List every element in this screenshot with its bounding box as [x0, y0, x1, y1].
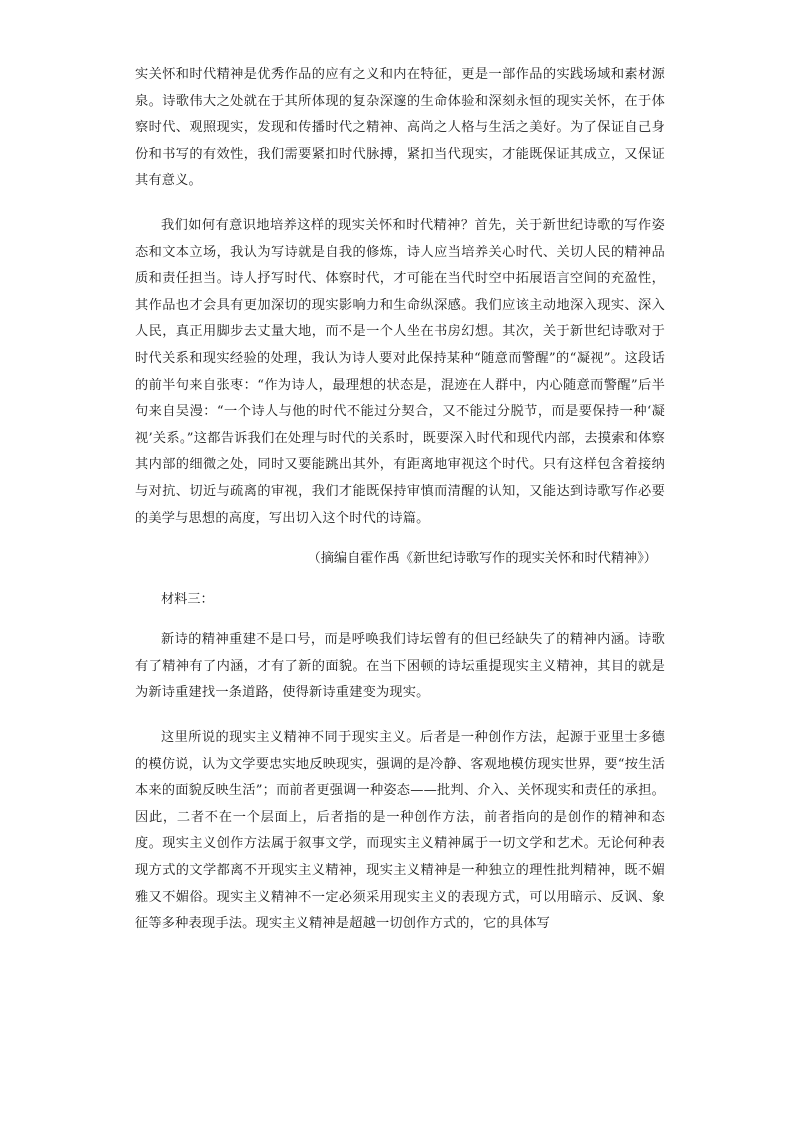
- paragraph-continued: 实关怀和时代精神是优秀作品的应有之义和内在特征，更是一部作品的实践场域和素材源泉。诗歌伟大之处就在于其所体现的复杂深邃的生命体验和深刻永恒的现实关怀，在于体察时代、观照现实，发现和传播时代之精神、高尚之人格与生活之美好。为了保证自己身份和书写的有效性，我们需要紧扣时代脉搏，紧扣当代现实，才能既保证其成立，又保证其有意义。: [135, 67, 665, 189]
- material-three-label: 材料三：: [161, 591, 214, 607]
- source-citation: （摘编自霍作禹《新世纪诗歌写作的现实关怀和时代精神》）: [307, 551, 657, 567]
- document-page: [135, 62, 665, 938]
- material-paragraph-1: 新诗的精神重建不是口号，而是呼唤我们诗坛曾有的但已经缺失了的精神内涵。诗歌有了精神有了内涵，才有了新的面貌。在当下困顿的诗坛重提现实主义精神，其目的就是为新诗重建找一条道路，使得新诗重建变为现实。: [135, 632, 665, 701]
- material-paragraph-2: 这里所说的现实主义精神不同于现实主义。后者是一种创作方法，起源于亚里士多德的模仿说，认为文学要忠实地反映现实，强调的是冷静、客观地模仿现实世界，要“按生活本来的面貌反映生活”；而前者更强调一种姿态——批判、介入、关怀现实和责任的承担。因此，二者不在一个层面上，后者指的是一种创作方法，前者指向的是创作的精神和态度。现实主义创作方法属于叙事文学，而现实主义精神属于一切文学和艺术。无论何种表现方式的文学都离不开现实主义精神，现实主义精神是一种独立的理性批判精神，既不媚雅又不媚俗。现实主义精神不一定必须采用现实主义的表现方式，可以用暗示、反讽、象征等多种表现手法。现实主义精神是超越一切创作方式的，它的具体写: [135, 730, 665, 932]
- paragraph-cultivation: 我们如何有意识地培养这样的现实关怀和时代精神？首先，关于新世纪诗歌的写作姿态和文本立场，我认为写诗就是自我的修炼，诗人应当培养关心时代、关切人民的精神品质和责任担当。诗人抒写时代、体察时代，才可能在当代时空中拓展语言空间的充盈性，其作品也才会具有更加深切的现实影响力和生命纵深感。我们应该主动地深入现实、深入人民，真正用脚步去丈量大地，而不是一个人坐在书房幻想。其次，关于新世纪诗歌对于时代关系和现实经验的处理，我认为诗人要对此保持某种“随意而警醒”的“凝视”。这段话的前半句来自张枣：“作为诗人，最理想的状态是，混迹在人群中，内心随意而警醒”后半句来自吴漫：“一个诗人与他的时代不能过分契合，又不能过分脱节，而是要保持一种‘凝视’关系。”这都告诉我们在处理与时代的关系时，既要深入时代和现代内部，去摸索和体察其内部的细微之处，同时又要能跳出其外，有距离地审视这个时代。只有这样包含着接纳与对抗、切近与疏离的审视，我们才能既保持审慎而清醒的认知，又能达到诗歌写作必要的美学与思想的高度，写出切入这个时代的诗篇。: [135, 217, 665, 526]
